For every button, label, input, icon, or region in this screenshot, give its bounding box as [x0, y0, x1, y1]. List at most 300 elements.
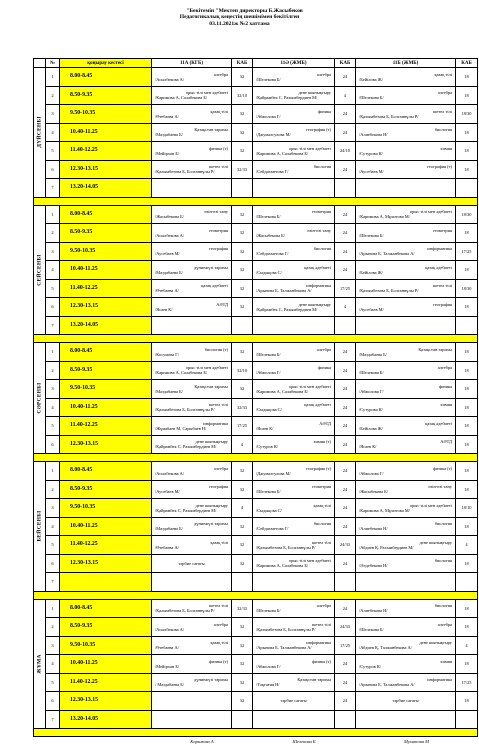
day-separator [34, 591, 478, 599]
lesson-subject: өзін-өзі тану [152, 209, 231, 214]
lesson-subject: алгебра [152, 622, 231, 627]
signature-b: Шелекова Б [253, 737, 356, 746]
room-number: 24/33 [335, 536, 356, 555]
signature-c: Мухитова М [356, 737, 478, 746]
lesson-cell [253, 298, 335, 317]
lesson-teacher: /Сутурова К/ [356, 151, 455, 156]
lesson-number: 3 [46, 380, 60, 399]
lesson-cell [152, 105, 232, 124]
room-number: 24 [335, 261, 356, 280]
lesson-subject: тәрбие сағаты [152, 561, 231, 566]
lesson-cell [152, 435, 232, 454]
lesson-subject: шетел тілі [253, 622, 334, 627]
lesson-cell [253, 142, 335, 161]
lesson-time: 10.40-11.25 [60, 261, 152, 280]
lesson-teacher: /Жасыбекова Б/ [152, 214, 231, 219]
lesson-subject: қазақ әдебиеті [152, 283, 231, 288]
lesson-cell [356, 279, 456, 298]
lesson-cell [152, 417, 232, 436]
lesson-subject: информатика [152, 421, 231, 426]
room-number [232, 179, 253, 198]
room-number: 32 [232, 655, 253, 674]
lesson-number: 7 [46, 316, 60, 335]
day-name: БЕЙСЕНБІ [37, 511, 42, 542]
lesson-subject: география [356, 302, 455, 307]
lesson-time: 8.50-9.35 [60, 224, 152, 243]
lesson-teacher: /Қайрамбек С, Рахымбердиев М/ [152, 508, 231, 513]
lesson-subject: физика [253, 109, 334, 114]
lesson-cell [152, 599, 232, 618]
lesson-subject: АӘТД [152, 302, 231, 307]
lesson-cell [152, 205, 232, 224]
lesson-number: 6 [46, 692, 60, 711]
lesson-cell [356, 160, 456, 179]
lesson-cell [356, 68, 456, 87]
lesson-cell [152, 298, 232, 317]
lesson-cell [253, 618, 335, 637]
lesson-subject: биология [253, 246, 334, 251]
room-number: 4 [456, 636, 478, 655]
lesson-teacher: /Каримова А, Салабекова Б/ [253, 151, 334, 156]
room-number: 18 [456, 655, 478, 674]
room-number: 18 [456, 398, 478, 417]
room-number: 17/25 [456, 242, 478, 261]
room-number: 24 [335, 655, 356, 674]
lesson-time: 8.00-8.45 [60, 205, 152, 224]
lesson-teacher: /Арынова Б, Талжанбекова А/ [253, 288, 334, 293]
lesson-number: 1 [46, 205, 60, 224]
lesson-number: 3 [46, 105, 60, 124]
room-number: 32 [232, 123, 253, 142]
room-number: 24 [335, 417, 356, 436]
lesson-number: 3 [46, 636, 60, 655]
lesson-cell [152, 692, 232, 711]
lesson-cell [356, 435, 456, 454]
lesson-teacher: /Әлдебекова Н/ [356, 563, 455, 568]
lesson-teacher: /Абжолова Г/ [253, 664, 334, 669]
room-number: 32 [232, 618, 253, 637]
room-number: 32 [232, 554, 253, 573]
lesson-cell [356, 86, 456, 105]
lesson-teacher: /Бейілова Ж/ [356, 77, 455, 82]
day-name: ДҮЙСЕНБІ [37, 116, 42, 148]
table-row [34, 499, 478, 518]
lesson-time: 11.40-12.25 [60, 279, 152, 298]
lesson-teacher: /Маздабаева Б/ [152, 132, 231, 137]
lesson-subject: алгебра [356, 622, 455, 627]
lesson-cell [356, 398, 456, 417]
room-number: 24 [335, 242, 356, 261]
lesson-teacher: /Жасыбекова Б/ [253, 233, 334, 238]
lesson-subject: химия [356, 659, 455, 664]
lesson-subject: қазақ тілі [356, 72, 455, 77]
lesson-subject: алгебра [356, 90, 455, 95]
lesson-cell [253, 692, 335, 711]
lesson-time [60, 573, 152, 592]
room-number: 18/30 [456, 279, 478, 298]
room-number: 32 [232, 68, 253, 87]
room-number: 18 [456, 380, 478, 399]
room-number: 32 [232, 224, 253, 243]
lesson-time: 12.30-13.15 [60, 692, 152, 711]
room-number: 24 [335, 480, 356, 499]
lesson-cell [253, 361, 335, 380]
lesson-teacher: /Аусебаев М/ [356, 169, 455, 174]
room-number: 4 [335, 298, 356, 317]
room-number: 18 [456, 599, 478, 618]
lesson-teacher: /Маздабаева Б/ [356, 352, 455, 357]
lesson-cell [356, 343, 456, 362]
lesson-subject: тәрбие сағаты [253, 698, 334, 703]
room-number: 32 [232, 673, 253, 692]
lesson-cell [152, 224, 232, 243]
table-row [34, 279, 478, 298]
lesson-teacher: /Шелекова Б/ [356, 370, 455, 375]
table-row [34, 205, 478, 224]
lesson-subject: АӘТД [356, 439, 455, 444]
lesson-time: 9.50-10.35 [60, 636, 152, 655]
lesson-subject: шетел тілі [356, 109, 455, 114]
lesson-cell [253, 636, 335, 655]
table-row [34, 417, 478, 436]
lesson-subject: дүниежүзі тарихы [152, 265, 231, 270]
table-row [34, 655, 478, 674]
lesson-teacher: /Каримова А, Салабекова Б/ [152, 370, 231, 375]
room-number: 32 [232, 517, 253, 536]
room-number: 24 [335, 343, 356, 362]
table-row [34, 599, 478, 618]
table-row [34, 86, 478, 105]
lesson-teacher: /Ясаев К/ [152, 307, 231, 312]
lesson-teacher: /Алиебекова Н/ [356, 608, 455, 613]
lesson-cell [152, 517, 232, 536]
room-number: 18 [456, 261, 478, 280]
room-number [232, 316, 253, 335]
lesson-cell [356, 710, 456, 729]
table-row [34, 298, 478, 317]
table-row [34, 160, 478, 179]
lesson-number: 3 [46, 499, 60, 518]
room-number: 24 [335, 361, 356, 380]
room-number [335, 573, 356, 592]
room-number: 24 [335, 692, 356, 711]
room-number: 24/33 [335, 618, 356, 637]
lesson-cell [152, 361, 232, 380]
lesson-cell [356, 123, 456, 142]
lesson-teacher: /Маздабаева Б/ [152, 526, 231, 531]
lesson-subject: география [152, 246, 231, 251]
lesson-time: 10.40-11.25 [60, 517, 152, 536]
lesson-subject: орыс тілі мен әдебиеті [253, 146, 334, 151]
room-number: 24 [335, 123, 356, 142]
lesson-subject: шетел тілі [253, 540, 334, 545]
room-number: 24 [335, 160, 356, 179]
lesson-number: 6 [46, 435, 60, 454]
lesson-subject: геометрия [356, 228, 455, 233]
lesson-teacher: /Қалымбетова Б, Болганнұлы Р/ [152, 407, 231, 412]
lesson-cell [356, 517, 456, 536]
lesson-cell [356, 462, 456, 481]
lesson-cell [152, 636, 232, 655]
lesson-cell [253, 499, 335, 518]
lesson-time: 12.30-13.15 [60, 435, 152, 454]
lesson-subject: тәрбие сағаты [356, 698, 455, 703]
lesson-cell [356, 618, 456, 637]
lesson-teacher: /Өтебаева А/ [152, 114, 231, 119]
lesson-number: 6 [46, 554, 60, 573]
room-number: 32/33 [232, 160, 253, 179]
room-number: 17/25 [335, 279, 356, 298]
lesson-subject: шетел тілі [152, 603, 231, 608]
room-number: 18 [456, 361, 478, 380]
room-number: 18 [456, 517, 478, 536]
room-number: 32 [232, 279, 253, 298]
lesson-time: 11.40-12.25 [60, 673, 152, 692]
lesson-teacher: /Мейірхан Б/ [152, 151, 231, 156]
lesson-time: 10.40-11.25 [60, 123, 152, 142]
lesson-teacher: /Мейірхан Б/ [152, 664, 231, 669]
lesson-cell [152, 68, 232, 87]
lesson-teacher: /Шелекова Б/ [356, 233, 455, 238]
lesson-teacher: /Қалымбетова Б, Болганнұлы Р/ [152, 608, 231, 613]
room-number: 24 [335, 224, 356, 243]
lesson-cell [253, 224, 335, 243]
room-number: 24 [335, 435, 356, 454]
lesson-cell [253, 205, 335, 224]
room-number: 32/33 [232, 398, 253, 417]
lesson-subject: орыс тілі мен әдебиеті [356, 503, 455, 508]
lesson-subject: геометрия [253, 209, 334, 214]
room-number: 18 [456, 417, 478, 436]
lesson-subject: география (т) [253, 127, 334, 132]
table-row [34, 105, 478, 124]
lesson-number: 4 [46, 655, 60, 674]
room-number: 18 [456, 123, 478, 142]
lesson-teacher: /Сейдахметова Г/ [253, 169, 334, 174]
lesson-time: 8.00-8.45 [60, 599, 152, 618]
lesson-cell [253, 417, 335, 436]
lesson-number: 1 [46, 599, 60, 618]
table-row [34, 361, 478, 380]
lesson-number: 5 [46, 673, 60, 692]
lesson-number: 2 [46, 480, 60, 499]
lesson-teacher: /Сыдықова С/ [253, 270, 334, 275]
lesson-teacher: /Асылбекова А/ [152, 77, 231, 82]
lesson-number: 2 [46, 86, 60, 105]
day-separator [34, 197, 478, 205]
lesson-subject: қазақ тілі [152, 640, 231, 645]
room-number: 18 [456, 86, 478, 105]
lesson-subject: Қазақстан тарихы [356, 347, 455, 352]
lesson-cell [253, 380, 335, 399]
room-number: 32 [232, 242, 253, 261]
lesson-subject: география (т) [356, 164, 455, 169]
lesson-number: 5 [46, 142, 60, 161]
lesson-teacher: /Арынова Б, Талжанбекова А/ [356, 251, 455, 256]
separator-cell [34, 729, 478, 737]
lesson-cell [253, 86, 335, 105]
lesson-teacher: /Аусебаев М/ [356, 307, 455, 312]
lesson-cell [253, 655, 335, 674]
table-row [34, 142, 478, 161]
lesson-teacher: /Асылбекова А/ [152, 233, 231, 238]
lesson-time: 9.50-10.35 [60, 242, 152, 261]
lesson-cell [152, 279, 232, 298]
lesson-teacher: /Арынова Б, Талжанбекова А/ [253, 645, 334, 650]
lesson-teacher: /Қалымбетова Б, Болганнұлы Р/ [253, 545, 334, 550]
lesson-subject: қазақ тілі [253, 503, 334, 508]
room-number [232, 573, 253, 592]
lesson-time: 11.40-12.25 [60, 142, 152, 161]
lesson-number: 3 [46, 242, 60, 261]
lesson-teacher: /Косумова Г/ [152, 352, 231, 357]
lesson-number: 2 [46, 361, 60, 380]
lesson-time: 8.50-9.35 [60, 480, 152, 499]
lesson-subject: алгебра [253, 72, 334, 77]
lesson-cell [152, 554, 232, 573]
lesson-number: 6 [46, 298, 60, 317]
lesson-subject: Қазақстан тарихы [152, 384, 231, 389]
lesson-teacher: /Джумалгулова М/ [253, 132, 334, 137]
lesson-teacher: /Сутурова К/ [356, 407, 455, 412]
lesson-cell [152, 480, 232, 499]
lesson-time: 8.50-9.35 [60, 86, 152, 105]
lesson-cell [152, 343, 232, 362]
day-separator [34, 454, 478, 462]
table-row [34, 554, 478, 573]
class-b-header: 11Ә (ЖМБ) [253, 59, 335, 68]
lesson-cell [253, 105, 335, 124]
lesson-teacher: / Маздабаева Б/ [152, 682, 231, 687]
day-name: СӘРСЕНБІ [37, 383, 42, 414]
lesson-cell [152, 179, 232, 198]
lesson-teacher: /Абдиев Қ, Рахымбердиев М/ [356, 545, 455, 550]
lesson-teacher: /Қалымбетова Б, Болганнұлы Р/ [356, 288, 455, 293]
lesson-teacher: /Каримова А, Салабекова Б/ [253, 389, 334, 394]
lesson-teacher: /Асылбекова А/ [152, 471, 231, 476]
lesson-subject: дене шынықтыру [152, 439, 231, 444]
day-name: ЖҰМА [37, 654, 42, 673]
timetable-body [34, 68, 478, 746]
lesson-subject: қазақ әдебиеті [253, 402, 334, 407]
lesson-number: 5 [46, 536, 60, 555]
lesson-cell [356, 179, 456, 198]
lesson-subject: физика (т) [253, 659, 334, 664]
room-number: 18 [456, 435, 478, 454]
room-number [456, 710, 478, 729]
lesson-subject: қазақ тілі [152, 540, 231, 545]
lesson-subject: АӘТД [253, 421, 334, 426]
lesson-number: 4 [46, 123, 60, 142]
table-row [34, 636, 478, 655]
lesson-subject: қазақ әдебиеті [356, 421, 455, 426]
lesson-number: 4 [46, 261, 60, 280]
lesson-number: 2 [46, 618, 60, 637]
lesson-number: 4 [46, 517, 60, 536]
room-c-header: КАБ [456, 59, 478, 68]
table-row [34, 673, 478, 692]
room-number: 32/10 [232, 86, 253, 105]
lesson-cell [356, 673, 456, 692]
lesson-cell [253, 68, 335, 87]
room-number: 18 [456, 480, 478, 499]
room-number: 32 [232, 536, 253, 555]
lesson-teacher: /Абжолова Г/ [253, 114, 334, 119]
lesson-subject: дүниежүзі тарихы [152, 521, 231, 526]
lesson-cell [356, 242, 456, 261]
lesson-cell [356, 480, 456, 499]
lesson-subject: физика (т) [152, 659, 231, 664]
lesson-number: 5 [46, 279, 60, 298]
lesson-time: 10.40-11.25 [60, 398, 152, 417]
lesson-subject: орыс тілі мен әдебиеті [152, 90, 231, 95]
lesson-teacher: /Аусебаев М/ [152, 251, 231, 256]
day-separator [34, 729, 478, 737]
lesson-subject: орыс тілі мен әдебиеті [253, 558, 334, 563]
lesson-cell [253, 462, 335, 481]
day-label [34, 462, 46, 592]
table-row [34, 435, 478, 454]
room-number: 24 [335, 554, 356, 573]
lesson-cell [253, 398, 335, 417]
lesson-subject: биология [356, 521, 455, 526]
lesson-cell [253, 710, 335, 729]
lesson-subject: алгебра [356, 365, 455, 370]
lesson-cell [253, 480, 335, 499]
lesson-time: 8.00-8.45 [60, 343, 152, 362]
room-number: 32 [232, 261, 253, 280]
lesson-subject: биология [253, 164, 334, 169]
lesson-cell [253, 435, 335, 454]
lesson-subject: Қазақстан тарихы [152, 127, 231, 132]
room-number: 32 [232, 692, 253, 711]
room-number [456, 316, 478, 335]
lesson-teacher: /Ясаев К/ [356, 444, 455, 449]
lesson-number: 4 [46, 398, 60, 417]
room-number: 18 [456, 343, 478, 362]
room-number: 24 [335, 380, 356, 399]
lesson-cell [356, 655, 456, 674]
council-line: Педагогикалық кеңестің шешімімен бекітілген [0, 14, 479, 20]
lesson-cell [253, 573, 335, 592]
lesson-cell [253, 599, 335, 618]
lesson-teacher: /Қайрамбек С, Рахымбердиев М/ [253, 95, 334, 100]
lesson-subject: химия [356, 402, 455, 407]
lesson-subject: геометрия [253, 484, 334, 489]
lesson-subject: алгебра [152, 466, 231, 471]
lesson-time: 13.20-14.05 [60, 316, 152, 335]
lesson-subject: биология [253, 521, 334, 526]
lesson-subject: дене шынықтыру [253, 302, 334, 307]
room-number [335, 710, 356, 729]
lesson-number: 1 [46, 68, 60, 87]
room-number: 4 [232, 435, 253, 454]
lesson-cell [152, 142, 232, 161]
lesson-cell [356, 224, 456, 243]
room-number [456, 573, 478, 592]
lesson-subject: шетел тілі [152, 164, 231, 169]
lesson-cell [356, 692, 456, 711]
lesson-subject: информатика [356, 677, 455, 682]
room-number: 18 [456, 692, 478, 711]
lesson-cell [253, 343, 335, 362]
room-number: 24 [335, 499, 356, 518]
room-number: 32 [232, 480, 253, 499]
class-c-header: 11Б (ЖМБ) [356, 59, 456, 68]
separator-cell [34, 335, 478, 343]
approval-line: "Бекітемін "Мектеп директоры Б.Жасыбеков [0, 8, 479, 14]
lesson-subject: Қазақстан тарихы [253, 677, 334, 682]
